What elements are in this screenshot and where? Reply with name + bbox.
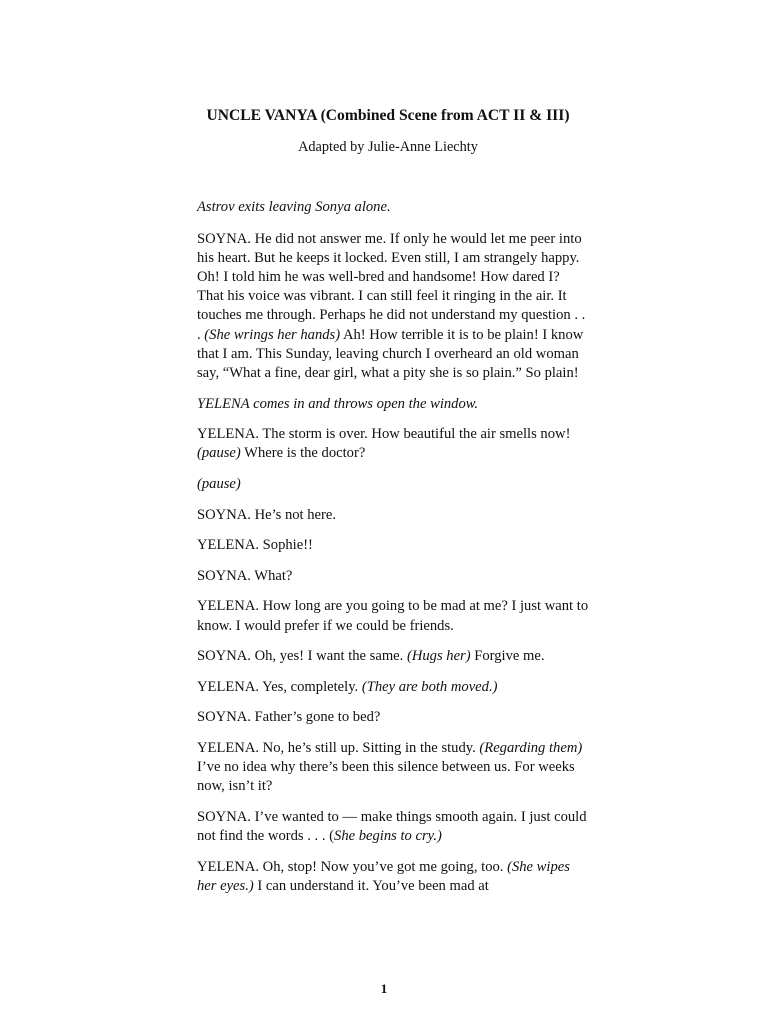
- stage-direction: (pause): [197, 476, 241, 492]
- script-paragraph: [197, 739, 589, 797]
- script-paragraph: [197, 536, 589, 555]
- dialogue-text: YELENA. Sophie!!: [197, 537, 313, 554]
- dialogue-text: SOYNA. He did not answer me. If only he would let me peer into his heart. But he keeps it locked. Even still, I am strangely happy. Oh! I told him he was well-bred and handsome! How dared I? That his voice was vibrant. I can still feel it ringing in the air. It touches me through. Perhaps he did not understand my question . . .: [197, 230, 586, 343]
- stage-direction: (She wipes her eyes.): [197, 858, 570, 894]
- stage-direction: (pause): [197, 445, 241, 462]
- script-paragraph: [197, 198, 589, 217]
- stage-direction: (She wrings her hands): [204, 326, 341, 343]
- script-paragraph: [197, 708, 589, 727]
- dialogue-text: SOYNA. Oh, yes! I want the same.: [197, 648, 407, 665]
- dialogue-text: SOYNA. What?: [197, 567, 293, 584]
- script-paragraph: [197, 425, 589, 463]
- stage-direction: (They are both moved.): [361, 678, 498, 695]
- dialogue-text: Where is the doctor?: [240, 445, 366, 462]
- document-title: UNCLE VANYA (Combined Scene from ACT II & III): [206, 107, 570, 124]
- dialogue-text: SOYNA. I’ve wanted to — make things smooth again. I just could not find the words . . . (: [197, 808, 587, 845]
- dialogue-text: YELENA. Yes, completely.: [197, 678, 362, 695]
- script-paragraph: [197, 506, 589, 525]
- stage-direction: (Hugs her): [406, 648, 471, 665]
- script-paragraph: [197, 567, 589, 586]
- dialogue-text: Ah! How terrible it is to be plain! I know that I am. This Sunday, leaving church I overheard an old woman say, “What a fine, dear girl, what a pity she is so plain.” So plain!: [197, 326, 584, 382]
- script-paragraph: [197, 395, 589, 414]
- script-paragraph: [197, 647, 589, 666]
- dialogue-text: Forgive me.: [470, 648, 545, 665]
- script-body: [197, 198, 589, 908]
- script-paragraph: [197, 858, 589, 896]
- script-paragraph: [197, 230, 589, 384]
- dialogue-text: YELENA. Oh, stop! Now you’ve got me going, too.: [197, 858, 508, 875]
- stage-direction: She begins to cry.): [334, 828, 442, 845]
- dialogue-text: I’ve no idea why there’s been this silence between us. For weeks now, isn’t it?: [197, 759, 575, 795]
- stage-direction: Astrov exits leaving Sonya alone.: [197, 199, 391, 215]
- script-paragraph: [197, 808, 589, 846]
- script-paragraph: [197, 597, 589, 635]
- stage-direction: YELENA comes in and throws open the window.: [197, 395, 479, 412]
- dialogue-text: SOYNA. He’s not here.: [197, 506, 337, 523]
- dialogue-text: YELENA. No, he’s still up. Sitting in the study.: [197, 739, 480, 756]
- dialogue-text: YELENA. The storm is over. How beautiful the air smells now!: [197, 426, 571, 443]
- page-number: 1: [380, 981, 388, 996]
- script-paragraph: [197, 678, 589, 697]
- document-subtitle: Adapted by Julie-Anne Liechty: [298, 139, 478, 155]
- script-paragraph: [197, 475, 589, 494]
- dialogue-text: YELENA. How long are you going to be mad at me? I just want to know. I would prefer if we could be friends.: [197, 598, 589, 634]
- stage-direction: (Regarding them): [479, 739, 583, 756]
- dialogue-text: I can understand it. You’ve been mad at: [253, 877, 489, 894]
- dialogue-text: SOYNA. Father’s gone to bed?: [197, 709, 381, 726]
